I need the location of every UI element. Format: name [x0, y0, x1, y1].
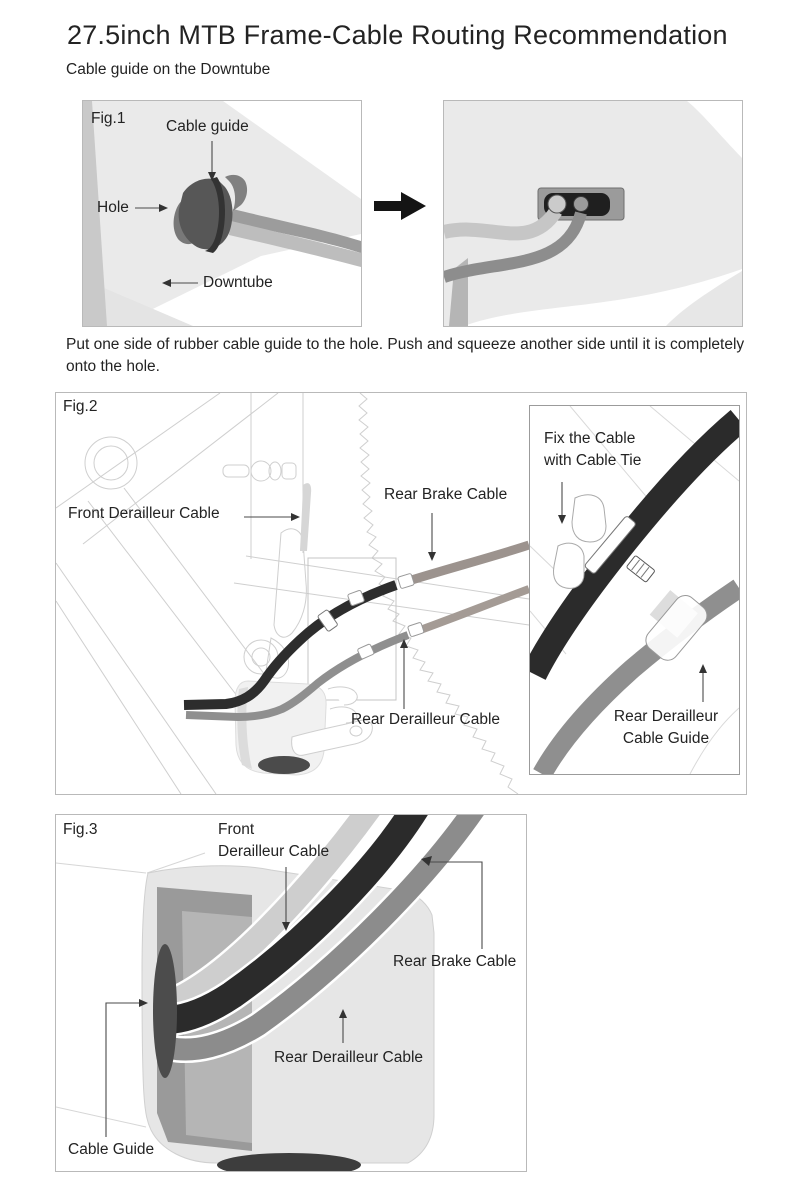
- fig3-cable-guide-label: Cable Guide: [68, 1141, 155, 1158]
- fig2-label: Fig.2: [63, 398, 98, 415]
- fig3-panel: [55, 814, 527, 1172]
- fig2-rear-brake-housing: [402, 545, 529, 583]
- fig1-caption: Put one side of rubber cable guide to the hole. Push and squeeze another side until it is completely onto the hole.: [66, 336, 745, 376]
- fig2-rear-derailleur-label: Rear Derailleur Cable: [351, 711, 501, 728]
- next-step-arrow-icon: [374, 192, 430, 222]
- fig1-right-panel: [443, 100, 743, 327]
- fig1-cable-guide-label: Cable guide: [166, 118, 249, 135]
- fig1-right-illustration: [444, 101, 742, 326]
- fig2-detail-inset: [529, 405, 740, 775]
- fig2-panel: [55, 392, 747, 795]
- fig1-ferrule-left: [548, 195, 566, 213]
- fig3-label: Fig.3: [63, 821, 98, 838]
- fig1-label: Fig.1: [91, 110, 126, 127]
- page-title: 27.5inch MTB Frame-Cable Routing Recommendation: [67, 20, 728, 50]
- inset-rd-guide-label-line1: Rear Derailleur: [613, 708, 719, 725]
- fig3-cable-guide-hole: [153, 944, 177, 1078]
- fig3-illustration: [56, 815, 526, 1171]
- fig1-hole-label: Hole: [97, 199, 129, 216]
- fig3-front-derailleur-label-line1: Front: [218, 821, 255, 838]
- section-subtitle: Cable guide on the Downtube: [66, 61, 271, 78]
- fig2-front-derailleur-label: Front Derailleur Cable: [68, 505, 220, 522]
- fig1-ferrule-right: [574, 197, 589, 212]
- inset-rd-guide-label-line2: Cable Guide: [622, 730, 710, 747]
- inset-fix-cable-label-line2: with Cable Tie: [544, 452, 642, 469]
- fig3-rear-brake-label: Rear Brake Cable: [393, 953, 517, 970]
- fig2-front-derailleur-cable: [300, 483, 311, 551]
- fig3-front-derailleur-label-line2: Derailleur Cable: [218, 843, 330, 860]
- fig3-rear-derailleur-label: Rear Derailleur Cable: [274, 1049, 424, 1066]
- inset-fix-cable-label-line1: Fix the Cable: [544, 430, 636, 447]
- fig1-left-panel: [82, 100, 362, 327]
- fig2-rear-brake-label: Rear Brake Cable: [384, 486, 508, 503]
- fig1-downtube-label: Downtube: [203, 274, 273, 291]
